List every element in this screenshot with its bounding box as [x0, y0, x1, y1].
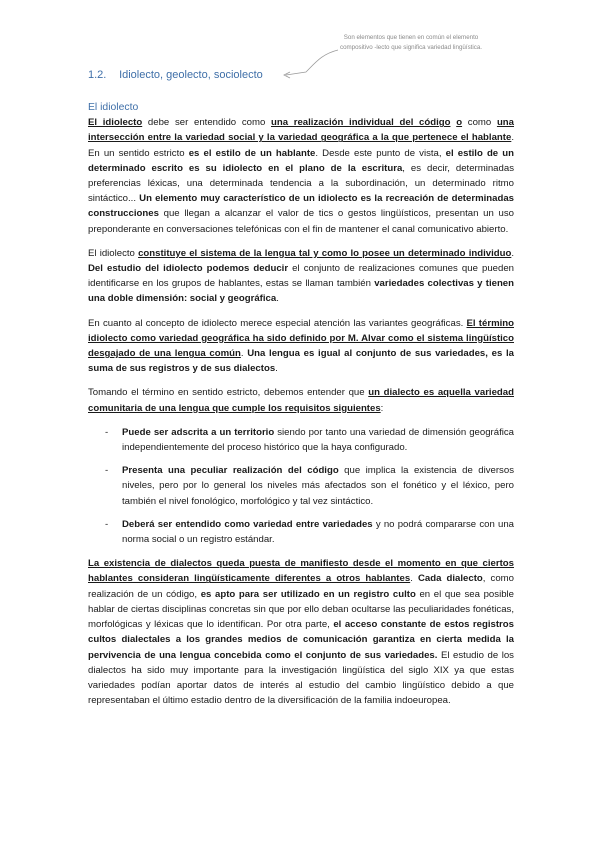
section-heading: [88, 69, 263, 81]
text-run: una realización individual del código: [270, 117, 451, 129]
list-marker: -: [105, 426, 109, 438]
text-run: El término idiolecto como variedad geográfica ha sido definido por M. Alvar como el sistema lingüístico desgajado de una lengua común: [88, 317, 514, 360]
text-run: :: [380, 402, 384, 414]
margin-note: Son elementos que tienen en común el elemento compositivo -lecto que significa variedad lingüística.: [339, 34, 483, 51]
text-run: .: [410, 573, 418, 585]
text-run: el estilo de un determinado escrito es su idiolecto en el plano de la escritura: [88, 147, 514, 174]
text-run: en el que sea posible hablar de ciertas disciplinas concretas sin que por ello deban ocultarse las peculiaridades fonéticas, morfológicas y léxicas que lo identifican. Por otra parte,: [88, 588, 514, 631]
text-run: siendo por tanto una variedad de dimensión geográfica independientemente del proceso histórico que la haya configurado.: [122, 426, 514, 454]
list-marker: -: [105, 518, 109, 530]
text-run: o: [456, 117, 463, 129]
text-run: En cuanto al concepto de idiolecto merece especial atención las variantes geográficas.: [88, 317, 467, 329]
list-item: [88, 463, 514, 509]
text-run: .: [511, 247, 514, 259]
text-run: el acceso constante de estos registros cultos dialectales a los grandes medios de comunicación garantiza en cierta medida la pervivencia de una lengua concebida como el conjunto de sus variedades.: [88, 619, 514, 661]
text-run: Una lengua es igual al conjunto de sus variedades, es la suma de sus registros y de sus dialectos: [88, 348, 514, 375]
subheading: El idiolecto: [88, 102, 139, 113]
text-run: una intersección entre la variedad social y la variedad geográfica a la que pertenece el hablante: [88, 117, 514, 144]
paragraph: [88, 556, 514, 708]
text-run: un dialecto es aquella variedad comunitaria de una lengua que cumple los requisitos siguientes: [88, 387, 514, 414]
text-run: que implica la existencia de diversos niveles, pero por lo general los niveles más afectados son el fonético y el léxico, pero también el nivel fonológico, morfológico y tal vez sintáctico.: [122, 465, 514, 507]
text-run: Tomando el término en sentido estricto, debemos entender que: [88, 387, 369, 399]
text-run: como: [462, 117, 497, 129]
paragraph: [88, 316, 514, 377]
text-run: La existencia de dialectos queda puesta de manifiesto desde el momento en que ciertos hablantes consideran lingüísticamente diferentes a otros hablantes: [88, 558, 514, 585]
text-run: El idiolecto: [88, 247, 139, 259]
text-run: es el estilo de un hablante: [188, 147, 316, 159]
text-run: Presenta una peculiar realización del código: [122, 465, 339, 477]
text-run: El estudio de los dialectos ha sido muy importante para la investigación lingüística del siglo XIX ya que estas variedades podían aportar datos de interés al estudio del cambio lingüístico debido a que representaban el último estadio dentro de la diversificación de la familia indoeuropea.: [88, 649, 514, 707]
text-run: Puede ser adscrita a un territorio: [122, 426, 275, 438]
text-run: . Desde este punto de vista,: [315, 147, 446, 159]
list-marker: -: [105, 465, 109, 477]
section-title: Idiolecto, geolecto, sociolecto: [119, 69, 263, 81]
text-run: Un elemento muy característico de un idiolecto es la recreación de determinadas construcciones: [88, 193, 514, 220]
text-run: .: [275, 363, 278, 375]
list-item: [88, 425, 514, 455]
paragraph: [88, 246, 514, 307]
text-run: constituye el sistema de la lengua tal y como lo posee un determinado individuo: [138, 247, 512, 259]
document-body: [88, 100, 514, 717]
text-run: debe ser entendido como: [142, 117, 271, 129]
text-run: Cada dialecto: [417, 573, 483, 585]
text-run: Del estudio del idiolecto podemos deducir: [88, 263, 289, 275]
text-run: .: [276, 293, 279, 305]
paragraph: [88, 115, 514, 237]
text-run: . En un sentido estricto: [88, 132, 514, 159]
text-run: y no podrá compararse con una norma social o un registro estándar.: [122, 518, 514, 546]
requirements-list: [88, 425, 514, 547]
list-item: [88, 517, 514, 547]
paragraph: [88, 385, 514, 415]
text-run: , como realización de un código,: [88, 573, 514, 600]
text-run: el conjunto de realizaciones comunes que pueden identificarse en los grupos de hablantes, estas se llaman también: [88, 263, 514, 290]
text-run: variedades colectivas y tienen una doble dimensión: social y geográfica: [88, 278, 515, 305]
text-run: .: [240, 348, 248, 360]
section-number: 1.2.: [88, 69, 107, 81]
text-run: que llegan a alcanzar el valor de tics o gestos lingüísticos, presentan un uso preponderante en conversaciones telefónicas con el fin de mantener el canal comunicativo abierto.: [88, 208, 514, 235]
text-run: es apto para ser utilizado en un registro culto: [200, 588, 416, 600]
margin-note-arrow: [0, 0, 599, 100]
text-run: Deberá ser entendido como variedad entre variedades: [122, 518, 373, 530]
text-run: El idiolecto: [88, 117, 143, 129]
text-run: , es decir, determinadas preferencias léxicas, una determinada tendencia a la subordinación, un determinado ritmo sintáctico...: [88, 162, 514, 205]
